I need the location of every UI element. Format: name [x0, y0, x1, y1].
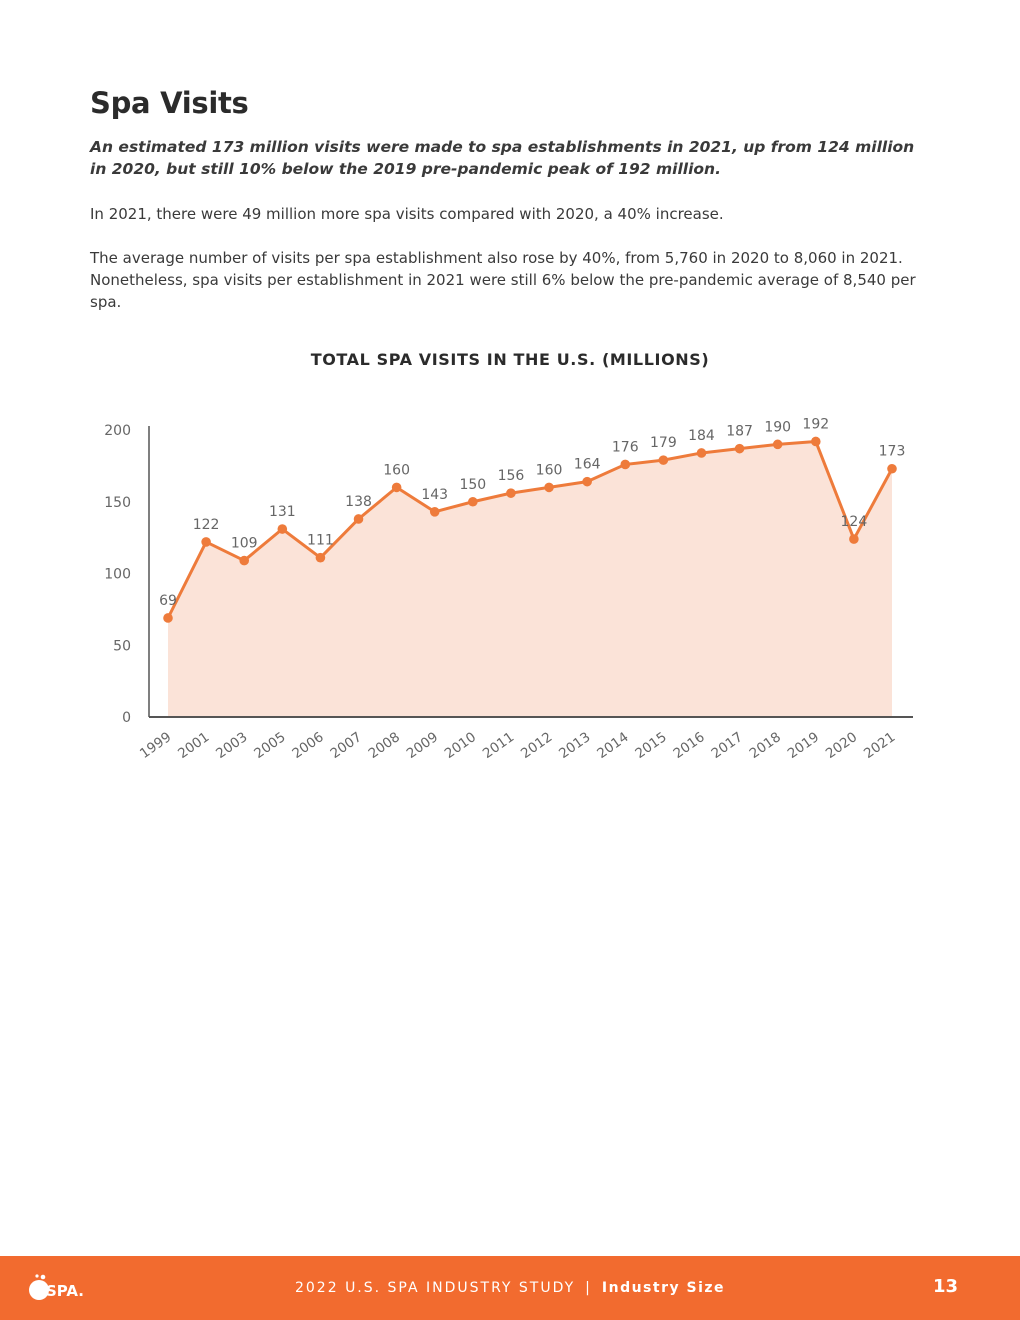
y-tick-label-200: 200 — [104, 423, 131, 439]
footer-bar — [0, 1256, 1020, 1320]
y-tick-label-150: 150 — [104, 494, 131, 511]
page-title: Spa Visits — [90, 86, 249, 120]
x-tick-label-2009: 2009 — [403, 729, 442, 762]
data-point-2012 — [544, 483, 554, 493]
data-label-2003: 109 — [230, 535, 258, 552]
x-tick-label-2013: 2013 — [556, 729, 594, 762]
spa-visits-chart — [0, 400, 1020, 780]
data-label-2015: 179 — [650, 435, 677, 452]
body-paragraph-1: In 2021, there were 49 million more spa visits compared with 2020, a 40% increase. — [90, 205, 724, 223]
data-point-2017 — [735, 444, 745, 454]
data-point-2008 — [392, 483, 402, 493]
body-paragraph-2: The average number of visits per spa establishment also rose by 40%, from 5,760 in 2020 to 8,060 in 2021. Nonetheless, spa visits per establishment in 2021 were still 6% below the pre-pandemic average of 8,540 per spa. — [90, 249, 916, 311]
data-label-2017: 187 — [726, 423, 753, 440]
chart-title: TOTAL SPA VISITS IN THE U.S. (MILLIONS) — [310, 350, 710, 369]
data-point-2007 — [354, 514, 364, 524]
data-label-2020: 124 — [840, 514, 868, 531]
footer-separator: | — [585, 1280, 592, 1296]
x-tick-label-2017: 2017 — [708, 729, 746, 762]
y-tick-label-0: 0 — [122, 710, 131, 726]
data-point-2011 — [506, 488, 516, 498]
data-point-2003 — [239, 556, 249, 566]
y-tick-label-50: 50 — [113, 638, 131, 655]
data-label-2019: 192 — [802, 416, 830, 433]
x-tick-label-2003: 2003 — [213, 729, 251, 762]
data-label-2018: 190 — [764, 419, 792, 436]
x-tick-label-2019: 2019 — [784, 729, 823, 762]
data-point-2016 — [697, 448, 707, 458]
study-title: 2022 U.S. SPA INDUSTRY STUDY — [294, 1280, 576, 1296]
data-point-1999 — [163, 613, 173, 623]
data-point-2010 — [468, 497, 478, 507]
data-label-2016: 184 — [688, 427, 715, 444]
data-point-2019 — [811, 437, 821, 447]
x-tick-label-2014: 2014 — [594, 729, 632, 762]
data-point-2001 — [201, 537, 211, 547]
area-fill — [168, 441, 892, 717]
x-tick-label-1999: 1999 — [136, 729, 175, 762]
data-label-2011: 156 — [497, 468, 525, 485]
data-point-2005 — [278, 524, 288, 534]
data-label-2012: 160 — [535, 462, 563, 479]
data-label-2001: 122 — [192, 516, 220, 533]
data-point-2021 — [887, 464, 897, 474]
page-number: 13 — [932, 1276, 958, 1297]
data-point-2014 — [620, 460, 630, 470]
x-tick-label-2015: 2015 — [632, 729, 670, 762]
x-tick-label-2020: 2020 — [822, 729, 861, 762]
data-point-2018 — [773, 440, 783, 450]
lead-paragraph: An estimated 173 million visits were made to spa establishments in 2021, up from 124 million in 2020, but still 10% below the 2019 pre-pandemic peak of 192 million. — [90, 138, 915, 178]
footer-caption — [0, 1280, 1020, 1296]
data-label-2005: 131 — [268, 504, 296, 521]
x-tick-label-2007: 2007 — [327, 729, 365, 762]
data-label-2014: 176 — [611, 439, 639, 456]
x-tick-label-2010: 2010 — [441, 729, 480, 762]
data-label-2009: 143 — [421, 486, 449, 503]
data-point-2009 — [430, 507, 440, 517]
x-tick-label-2016: 2016 — [670, 729, 708, 762]
x-tick-label-2001: 2001 — [175, 729, 213, 762]
data-point-2020 — [849, 534, 859, 544]
y-tick-label-100: 100 — [104, 566, 131, 583]
data-point-2006 — [316, 553, 326, 563]
x-tick-label-2021: 2021 — [860, 729, 899, 762]
x-tick-label-2006: 2006 — [289, 729, 327, 762]
x-tick-label-2018: 2018 — [746, 729, 784, 762]
data-label-2006: 111 — [307, 532, 334, 549]
data-label-1999: 69 — [159, 592, 177, 609]
x-tick-label-2011: 2011 — [479, 729, 518, 762]
section-name: Industry Size — [601, 1280, 726, 1296]
data-point-2013 — [582, 477, 592, 487]
data-label-2013: 164 — [573, 456, 601, 473]
x-tick-label-2008: 2008 — [365, 729, 403, 762]
x-tick-label-2012: 2012 — [518, 729, 556, 762]
data-label-2007: 138 — [345, 493, 372, 510]
data-label-2008: 160 — [383, 462, 410, 479]
data-point-2015 — [659, 455, 669, 465]
data-label-2021: 173 — [878, 443, 906, 460]
svg-text:SPA.: SPA. — [46, 1282, 85, 1300]
x-tick-label-2005: 2005 — [251, 729, 289, 762]
data-label-2010: 150 — [459, 476, 487, 493]
